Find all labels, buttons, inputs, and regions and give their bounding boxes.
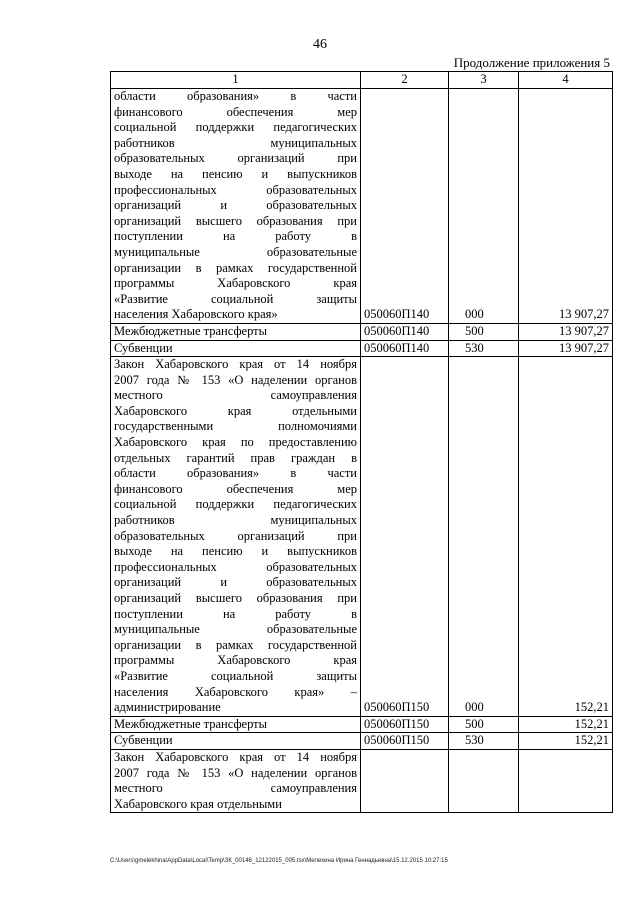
file-path-footer: C:\Users\gmelekhina\AppData\Local\Temp\ЗК_00146_12122015_005.tsx\Мелехина Ирина Геннадьевна\15.12.2015 10:27:15 [110, 858, 448, 864]
description-line: программы Хабаровского края [114, 276, 357, 291]
description-line: местного самоуправления [114, 388, 357, 403]
amount: 13 907,27 [519, 340, 613, 357]
amount: 152,21 [519, 733, 613, 750]
target-code: 050060П140 [361, 340, 449, 357]
description-line: образовательных организаций при [114, 528, 357, 543]
table-row [111, 323, 613, 340]
column-header: 3 [449, 72, 519, 89]
amount: 13 907,27 [519, 89, 613, 324]
expense-type [449, 749, 519, 812]
description-line: муниципальные образовательные [114, 244, 357, 259]
continuation-label: Продолжение приложения 5 [453, 55, 610, 70]
description-line: работников муниципальных [114, 135, 357, 150]
description-line: выходе на пенсию и выпускников [114, 166, 357, 181]
description-line: организаций и образовательных [114, 575, 357, 590]
description-line: организаций высшего образования при [114, 213, 357, 228]
description-line: «Развитие социальной защиты [114, 668, 357, 683]
description-line: профессиональных образовательных [114, 559, 357, 574]
description-line: муниципальные образовательные [114, 622, 357, 637]
row-description [111, 323, 361, 340]
expense-type: 000 [449, 357, 519, 717]
description-line: Закон Хабаровского края от 14 ноября [114, 357, 357, 372]
description-line: организации в рамках государственной [114, 637, 357, 652]
description-line: Межбюджетные трансферты [114, 323, 268, 338]
description-line: Субвенции [114, 733, 173, 748]
table-row [111, 89, 613, 324]
column-header: 2 [361, 72, 449, 89]
target-code [361, 749, 449, 812]
description-line: Хабаровского края отдельными [114, 403, 357, 418]
description-line: администрирование [114, 700, 221, 715]
description-line: организаций высшего образования при [114, 591, 357, 605]
description-line: организации в рамках государственной [114, 260, 357, 275]
table-row [111, 340, 613, 357]
amount: 13 907,27 [519, 323, 613, 340]
table-row [111, 357, 613, 717]
description-line: работников муниципальных [114, 513, 357, 528]
table-row [111, 716, 613, 733]
description-line: отдельных гарантий прав граждан в [114, 450, 357, 465]
description-line: 2007 года № 153 «О наделении органов [114, 372, 357, 387]
table-row [111, 749, 613, 812]
target-code: 050060П140 [361, 89, 449, 324]
amount [519, 749, 613, 812]
row-description [111, 340, 361, 357]
description-line: образовательных организаций при [114, 151, 357, 166]
row-description [111, 89, 361, 324]
description-line: Субвенции [114, 340, 173, 355]
column-header: 1 [111, 72, 361, 89]
expense-type: 530 [449, 733, 519, 750]
description-line: Межбюджетные трансферты [114, 716, 268, 731]
expense-type: 500 [449, 323, 519, 340]
expense-type: 500 [449, 716, 519, 733]
target-code: 050060П140 [361, 323, 449, 340]
row-description [111, 357, 361, 717]
description-line: поступлении на работу в [114, 229, 357, 244]
description-line: организаций и образовательных [114, 198, 357, 213]
description-line: населения Хабаровского края» – [114, 684, 357, 699]
description-line: поступлении на работу в [114, 606, 357, 621]
description-line: области образования» в части [114, 89, 357, 103]
description-line: «Развитие социальной защиты [114, 291, 357, 306]
description-line: программы Хабаровского края [114, 653, 357, 668]
description-line: государственными полномочиями [114, 419, 357, 434]
row-description [111, 749, 361, 812]
description-line: области образования» в части [114, 466, 357, 481]
page-number: 46 [313, 37, 327, 52]
appendix-table [110, 71, 613, 813]
description-line: 2007 года № 153 «О наделении органов [114, 765, 357, 780]
description-line: Хабаровского края отдельными [114, 796, 282, 811]
column-header: 4 [519, 72, 613, 89]
description-line: социальной поддержки педагогических [114, 497, 357, 512]
amount: 152,21 [519, 716, 613, 733]
description-line: местного самоуправления [114, 781, 357, 796]
description-line: населения Хабаровского края» [114, 307, 278, 322]
description-line: профессиональных образовательных [114, 182, 357, 197]
row-description [111, 733, 361, 750]
description-line: Хабаровского края по предоставлению [114, 435, 357, 450]
expense-type: 530 [449, 340, 519, 357]
expense-type: 000 [449, 89, 519, 324]
row-description [111, 716, 361, 733]
description-line: выходе на пенсию и выпускников [114, 544, 357, 559]
description-line: финансового обеспечения мер [114, 104, 357, 119]
target-code: 050060П150 [361, 733, 449, 750]
description-line: социальной поддержки педагогических [114, 120, 357, 135]
target-code: 050060П150 [361, 357, 449, 717]
target-code: 050060П150 [361, 716, 449, 733]
description-line: финансового обеспечения мер [114, 481, 357, 496]
description-line: Закон Хабаровского края от 14 ноября [114, 749, 357, 764]
table-row [111, 733, 613, 750]
amount: 152,21 [519, 357, 613, 717]
table-header-row [111, 72, 613, 89]
